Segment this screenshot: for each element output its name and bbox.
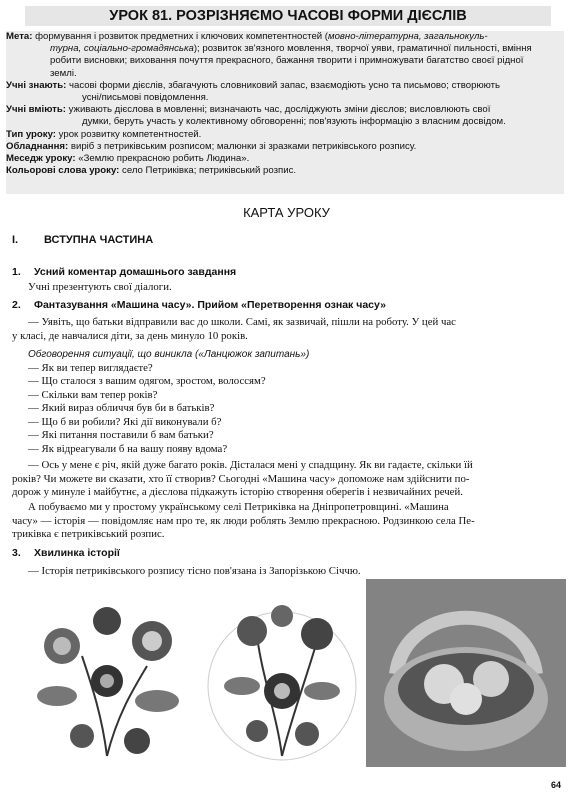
item2-paragraph-1: — Уявіть, що батьки відправили вас до школи. Самі, як зазвичай, пішли на роботу. У цей час у класі, де навчалися діти, за день минуло 10 років. bbox=[12, 316, 456, 342]
lesson-meta-block: Мета: формування і розвиток предметних і ключових компетентностей (мовно-літературна, загальнокуль- турна, соціально-громадянська); розвиток зв'язного мовлення, творчої уяви, граматичної пильності, вміння робити висновки; виховання почуття прекрасного, бажання творити і примножувати багатство своєї рідної землі. Учні знають: часові форми дієслів, збагачують словниковий запас, взаємодіють усно та письмово; створюють усні/письмові повідомлення. Учні вміють: уживають дієслова в мовленні; визначають час, досліджують зміни дієслов; висловлюють свої думки, беруть участь у колективному обговоренні; пов'язують інформацію з власним досвідом. Тип уроку: урок розвитку компетентностей. Обладнання: виріб з петриківським розписом; малюнки зі зразками петриківського розпису. Меседж уроку: «Землю прекрасною робить Людина». Кольорові слова уроку: село Петриківка; петриківський розпис. bbox=[6, 31, 564, 194]
meta-can: Учні вміють: уживають дієслова в мовленні; визначають час, досліджують зміни дієслов; висловлюють свої bbox=[6, 104, 491, 116]
item1-text: Учні презентують свої діалоги. bbox=[28, 281, 172, 293]
item3-text: — Історія петриківського розпису тісно пов'язана із Запорізькою Січчю. bbox=[28, 565, 361, 577]
meta-color-words: Кольорові слова уроку: село Петриківка; петриківський розпис. bbox=[6, 165, 297, 177]
meta-goal: Мета: формування і розвиток предметних і ключових компетентностей (мовно-літературна, загальнокуль- bbox=[6, 31, 488, 42]
item-heading-2: 2. Фантазування «Машина часу». Прийом «Перетворення ознак часу» bbox=[12, 299, 386, 311]
item-heading-3: 3. Хвилинка історії bbox=[12, 547, 120, 559]
page-number: 64 bbox=[550, 780, 561, 790]
list-item: — Що сталося з вашим одягом, зростом, волоссям? bbox=[28, 375, 266, 387]
list-item: — Що б ви робили? Які дії виконували б? bbox=[28, 415, 222, 428]
question-list bbox=[12, 362, 564, 457]
list-item: — Як ви тепер виглядаєте? bbox=[28, 361, 153, 374]
item2-discussion: Обговорення ситуації, що виникла («Ланцюжок запитань») — Як ви тепер виглядаєте? — Що сталося з вашим одягом, зростом, волоссям? — Скільки вам тепер років? — Який вираз обличчя був би в батьків? — Що б ви робили? Які дії виконували б? — Які питання поставили б вам батьки? — Як відреагували б на вашу появу вдома? bbox=[12, 348, 564, 456]
meta-type: Тип уроку: урок розвитку компетентностей. bbox=[6, 128, 202, 140]
meta-know: Учні знають: часові форми дієслів, збагачують словниковий запас, взаємодіють усно та письмово; створюють bbox=[6, 79, 501, 91]
list-item: — Який вираз обличчя був би в батьків? bbox=[28, 402, 215, 414]
meta-message: Меседж уроку: «Землю прекрасною робить Людина». bbox=[6, 153, 250, 165]
list-item: — Як відреагували б на вашу появу вдома? bbox=[28, 442, 228, 455]
list-item: — Скільки вам тепер років? bbox=[28, 388, 158, 401]
meta-equipment: Обладнання: виріб з петриківським розписом; малюнки зі зразками петриківського розпису. bbox=[6, 140, 417, 152]
section-heading: І. ВСТУПНА ЧАСТИНА bbox=[12, 234, 154, 246]
petrykivka-painting-image-1 bbox=[22, 596, 192, 766]
item2-paragraph-2: — Ось у мене є річ, якій дуже багато років. Дісталася мені у спадщину. Як ви гадаєте, скільки їй років? Чи можете ви сказати, хто її створив? Сьогодні «Машина часу» допоможе нам здійснити по- дорож у минуле і майбутнє, а дієслова підкажуть історію створення оберегів і незвичайних речей. bbox=[12, 459, 473, 498]
item2-paragraph-3: А побуваємо ми у простому українському селі Петриківка на Дніпропетровщині. «Машина часу» — історія — повідомляє нам про те, як люди роблять Землю прекрасною. Родзинкою села Пе- триківка є петриківський розпис. bbox=[12, 501, 475, 540]
painted-basket-photo bbox=[366, 579, 566, 767]
item-heading-1: 1. Усний коментар домашнього завдання bbox=[12, 266, 237, 278]
lesson-map-title: КАРТА УРОКУ bbox=[243, 205, 330, 220]
petrykivka-painting-image-2 bbox=[202, 596, 362, 766]
list-item: — Які питання поставили б вам батьки? bbox=[28, 429, 214, 441]
lesson-title: УРОК 81. РОЗРІЗНЯЄМО ЧАСОВІ ФОРМИ ДІЄСЛІВ bbox=[25, 6, 551, 26]
